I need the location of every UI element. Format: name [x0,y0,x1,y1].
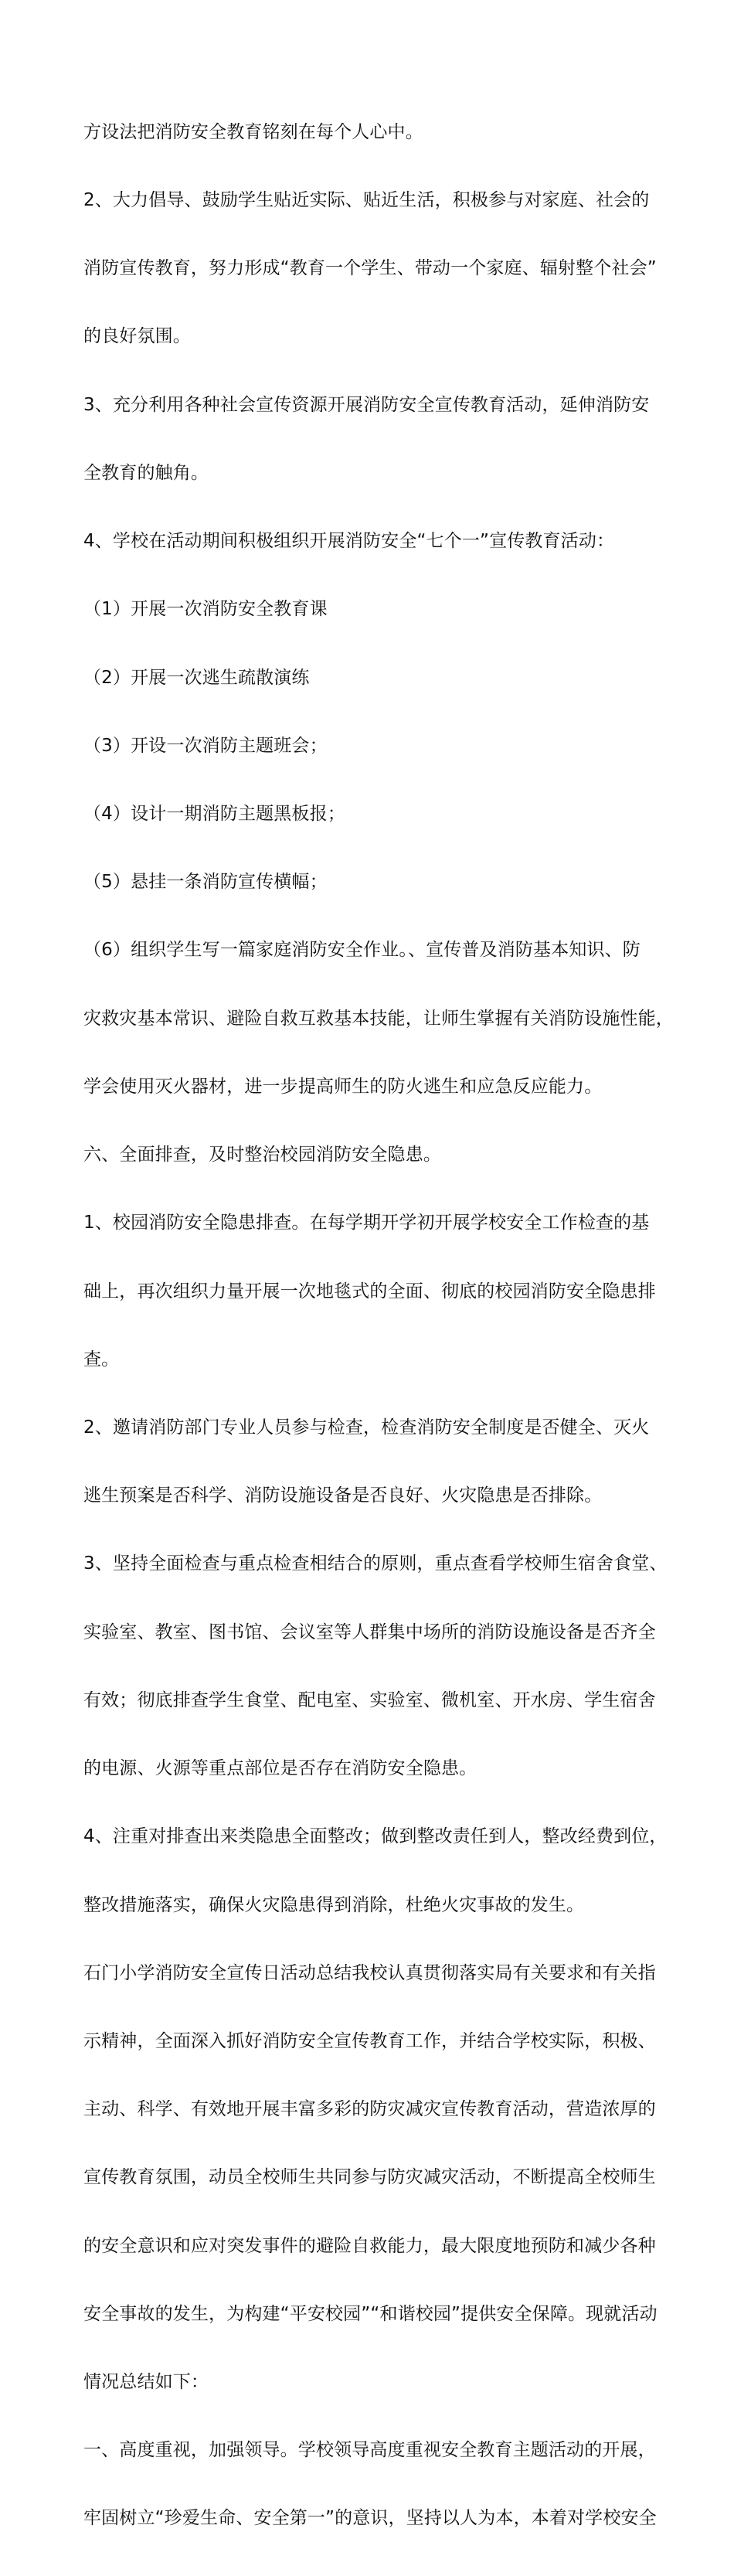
text-line: 2、邀请消防部门专业人员参与检查，检查消防安全制度是否健全、灭火 [83,1417,650,1438]
text-line: 全教育的触角。 [83,462,209,483]
text-line: 有效；彻底排查学生食堂、配电室、实验室、微机室、开水房、学生宿舍 [83,1690,656,1710]
section-heading: 六、全面排查，及时整治校园消防安全隐患。 [83,1145,441,1165]
text-line: 1、校园消防安全隐患排查。在每学期开学初开展学校安全工作检查的基 [83,1213,650,1234]
text-line: 灾救灾基本常识、避险自救互救基本技能，让师生掌握有关消防设施性能， [83,1008,674,1029]
list-item: （1）开展一次消防安全教育课 [83,599,328,620]
text-line: 2、大力倡导、鼓励学生贴近实际、贴近生活，积极参与对家庭、社会的 [83,190,650,211]
text-line: 4、学校在活动期间积极组织开展消防安全“七个一”宣传教育活动： [83,531,615,552]
text-line: 牢固树立“珍爱生命、安全第一”的意识，坚持以人为本，本着对学校安全 [83,2508,657,2529]
list-item: （5）悬挂一条消防宣传横幅； [83,872,328,893]
document-body [83,76,674,2576]
text-line: 4、注重对排查出来类隐患全面整改；做到整改责任到人，整改经费到位， [83,1826,668,1847]
text-line: 方设法把消防安全教育铭刻在每个人心中。 [83,121,423,142]
text-line: 安全事故的发生，为构建“平安校园”“和谐校园”提供安全保障。现就活动 [83,2303,658,2324]
text-line: 3、充分利用各种社会宣传资源开展消防安全宣传教育活动，延伸消防安 [83,394,650,415]
text-line: 示精神，全面深入抓好消防安全宣传教育工作，并结合学校实际，积极、 [83,2030,656,2051]
text-line: 逃生预案是否科学、消防设施设备是否良好、火灾隐患是否排除。 [83,1485,603,1506]
text-line: 情况总结如下： [83,2372,209,2393]
text-line: 宣传教育氛围，动员全校师生共同参与防灾减灾活动，不断提高全校师生 [83,2167,656,2188]
text-line: 学会使用灭火器材，进一步提高师生的防火逃生和应急反应能力。 [83,1076,603,1097]
text-line: 消防宣传教育，努力形成“教育一个学生、带动一个家庭、辐射整个社会” [83,258,657,279]
list-item: （3）开设一次消防主题班会； [83,735,328,756]
text-line: 主动、科学、有效地开展丰富多彩的防灾减灾宣传教育活动，营造浓厚的 [83,2099,656,2120]
list-item: （6）组织学生写一篇家庭消防安全作业。、宣传普及消防基本知识、防 [83,940,641,961]
list-item: （2）开展一次逃生疏散演练 [83,667,310,688]
text-line: 的安全意识和应对突发事件的避险自救能力，最大限度地预防和减少各种 [83,2235,656,2256]
text-line: 础上，再次组织力量开展一次地毯式的全面、彻底的校园消防安全隐患排 [83,1281,656,1302]
text-line: 实验室、教室、图书馆、会议室等人群集中场所的消防设施设备是否齐全 [83,1621,656,1642]
text-line: 3、坚持全面检查与重点检查相结合的原则，重点查看学校师生宿舍食堂、 [83,1553,668,1574]
list-item: （4）设计一期消防主题黑板报； [83,804,345,824]
text-line: 的良好氛围。 [83,326,191,347]
section-heading: 一、高度重视，加强领导。学校领导高度重视安全教育主题活动的开展， [83,2440,656,2461]
text-line: 的电源、火源等重点部位是否存在消防安全隐患。 [83,1758,477,1779]
document-page [83,76,674,2576]
text-line: 石门小学消防安全宣传日活动总结我校认真贯彻落实局有关要求和有关指 [83,1962,656,1983]
text-line: 整改措施落实，确保火灾隐患得到消除，杜绝火灾事故的发生。 [83,1894,585,1915]
text-line: 查。 [83,1349,120,1370]
